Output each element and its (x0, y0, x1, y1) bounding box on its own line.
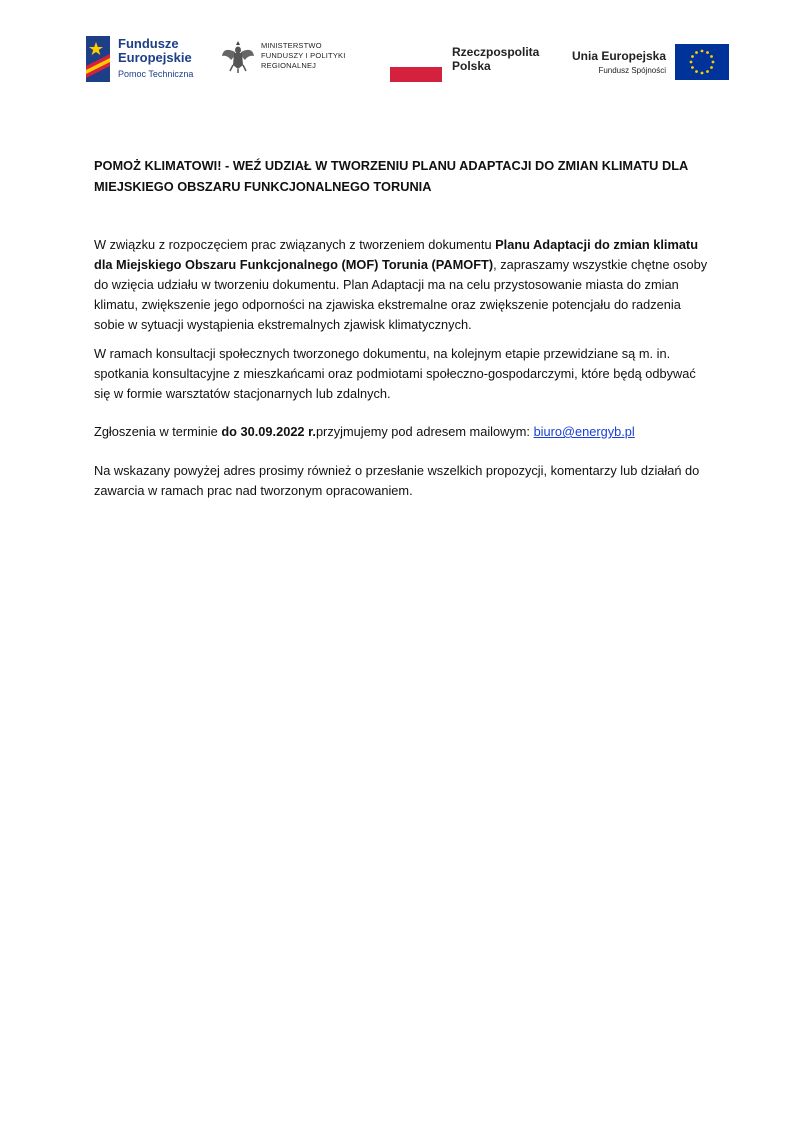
paragraph-deadline (94, 422, 710, 442)
eu-star (690, 61, 693, 64)
rp-line-2: Polska (452, 59, 491, 73)
proposals-text: Na wskazany powyżej adres prosimy również o przesłanie wszelkich propozycji, komentarzy lub działań do zawarcia w ramach prac nad tworzonym opracowaniem. (94, 463, 700, 498)
eu-star (706, 70, 709, 73)
fe-line-2: Europejskie (118, 50, 192, 65)
eu-star (695, 70, 698, 73)
fe-star-flag-icon (86, 36, 110, 82)
eu-star (691, 55, 694, 58)
deadline-date: do 30.09.2022 r. (221, 424, 316, 439)
eu-star (706, 51, 709, 54)
rp-line-1: Rzeczpospolita (452, 45, 540, 59)
ministry-line-2: FUNDUSZY I POLITYKI (261, 51, 346, 60)
deadline-rest: przyjmujemy pod adresem mailowym: (315, 424, 534, 439)
fe-line-1: Fundusze (118, 36, 179, 51)
eu-star (701, 72, 704, 75)
ue-title: Unia Europejska (572, 49, 667, 63)
polish-flag-icon (390, 52, 442, 82)
eu-star (710, 66, 713, 69)
fundusze-europejskie-logo (86, 36, 193, 82)
paragraph-intro (94, 235, 710, 335)
logo-bar (0, 0, 800, 110)
email-link[interactable]: biuro@energyb.pl (533, 424, 635, 439)
intro-rest: , zapraszamy wszystkie chętne osoby do wzięcia udziału w tworzeniu dokumentu. Plan Adaptacji ma na celu przystosowanie miasta do zmian klimatu, zwiększenie jego odporności na zjawiska ekstremalne oraz zwiększenie potencjału do radzenia sobie w sytuacji wystąpienia ekstremalnych zjawisk klimatycznych. (94, 257, 708, 332)
eu-star (701, 50, 704, 53)
eu-star (695, 51, 698, 54)
title-line-2: MIEJSKIEGO OBSZARU FUNKCJONALNEGO TORUNIA (94, 179, 432, 194)
eu-star (691, 66, 694, 69)
document-title (94, 155, 714, 197)
title-line-1: POMOŻ KLIMATOWI! - WEŹ UDZIAŁ W TWORZENIU PLANU ADAPTACJI DO ZMIAN KLIMATU DLA (94, 158, 689, 173)
intro-lead: W związku z rozpoczęciem prac związanych z tworzeniem dokumentu (94, 237, 496, 252)
eu-star (710, 55, 713, 58)
eu-star (712, 61, 715, 64)
paragraph-proposals (94, 461, 710, 501)
ministry-logo (221, 38, 346, 74)
eu-flag-icon (675, 44, 729, 80)
polish-eagle-icon (221, 38, 255, 74)
consultations-text: W ramach konsultacji społecznych tworzonego dokumentu, na kolejnym etapie przewidziane są m. in. spotkania konsultacyjne z mieszkańcami oraz podmiotami społeczno-gospodarczymi, które będą odbywać się w formie warsztatów stacjonarnych lub zdalnych. (94, 346, 696, 401)
ministry-line-1: MINISTERSTWO (261, 41, 322, 50)
ue-subtitle: Fundusz Spójności (598, 66, 667, 75)
ministry-line-3: REGIONALNEJ (261, 61, 317, 70)
deadline-lead: Zgłoszenia w terminie (94, 424, 222, 439)
fe-subtitle: Pomoc Techniczna (118, 69, 194, 79)
intro-plan-name: Planu Adaptacji do zmian klimatu dla Miejskiego Obszaru Funkcjonalnego (MOF) Torunia (PAMOFT) (94, 237, 699, 272)
rzeczpospolita-polska-logo (390, 46, 539, 76)
paragraph-consultations (94, 344, 710, 404)
unia-europejska-logo (572, 44, 729, 80)
